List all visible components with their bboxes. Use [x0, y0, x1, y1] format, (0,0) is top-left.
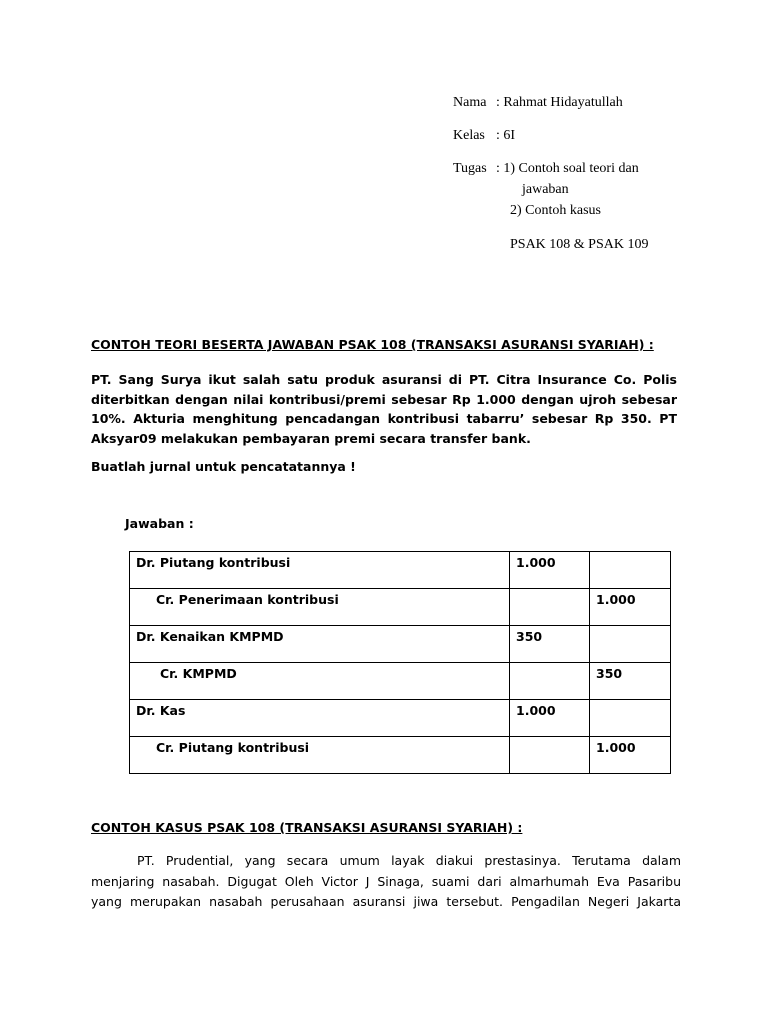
credit-cell: [590, 700, 671, 737]
debit-cell: 1.000: [510, 700, 590, 737]
debit-cell: [510, 737, 590, 774]
journal-table: [129, 551, 671, 774]
paragraph-line: PT. Prudential, yang secara umum layak diakui prestasinya. Terutama dalam: [137, 853, 681, 868]
section2-heading: CONTOH KASUS PSAK 108 (TRANSAKSI ASURANSI SYARIAH) :: [91, 820, 523, 835]
debit-cell: [510, 589, 590, 626]
table-row: [130, 626, 671, 663]
paragraph-line: PT. Sang Surya ikut salah satu produk asuransi di PT. Citra Insurance Co. Polis: [91, 372, 677, 387]
credit-cell: [590, 552, 671, 589]
nama-value: : Rahmat Hidayatullah: [496, 95, 623, 110]
debit-cell: 1.000: [510, 552, 590, 589]
table-row: [130, 663, 671, 700]
instruction-text: Buatlah jurnal untuk pencatatannya !: [91, 459, 356, 474]
account-cell: Cr. Piutang kontribusi: [130, 737, 510, 774]
table-row: [130, 700, 671, 737]
tugas-item-1: : 1) Contoh soal teori dan: [496, 161, 639, 176]
account-cell: Dr. Kenaikan KMPMD: [130, 626, 510, 663]
kelas-label: Kelas: [453, 128, 485, 143]
tugas-label: Tugas: [453, 161, 487, 176]
credit-cell: [590, 626, 671, 663]
paragraph-line: Aksyar09 melakukan pembayaran premi secara transfer bank.: [91, 430, 531, 446]
credit-cell: 1.000: [590, 737, 671, 774]
paragraph-line: menjaring nasabah. Digugat Oleh Victor J Sinaga, suami dari almarhumah Eva Pasaribu: [91, 873, 681, 889]
section2-paragraph: [91, 851, 681, 913]
account-cell: Dr. Piutang kontribusi: [130, 552, 510, 589]
debit-cell: [510, 663, 590, 700]
paragraph-line: 10%. Akturia menghitung pencadangan kontribusi tabarru’ sebesar Rp 350. PT: [91, 411, 677, 426]
debit-cell: 350: [510, 626, 590, 663]
table-row: [130, 552, 671, 589]
credit-cell: 350: [590, 663, 671, 700]
answer-label: Jawaban :: [125, 516, 194, 531]
tugas-item-2: 2) Contoh kasus: [510, 203, 601, 218]
table-row: [130, 737, 671, 774]
tugas-item-1-cont: jawaban: [522, 182, 569, 197]
nama-label: Nama: [453, 95, 487, 110]
table-row: [130, 589, 671, 626]
paragraph-line: yang merupakan nasabah perusahaan asuransi jiwa tersebut. Pengadilan Negeri Jakarta: [91, 894, 681, 909]
credit-cell: 1.000: [590, 589, 671, 626]
section1-paragraph: [91, 370, 677, 448]
account-cell: Cr. Penerimaan kontribusi: [130, 589, 510, 626]
kelas-value: : 6I: [496, 128, 516, 143]
account-cell: Cr. KMPMD: [130, 663, 510, 700]
account-cell: Dr. Kas: [130, 700, 510, 737]
paragraph-line: diterbitkan dengan nilai kontribusi/premi sebesar Rp 1.000 dengan ujroh sebesar: [91, 391, 677, 407]
section1-heading: CONTOH TEORI BESERTA JAWABAN PSAK 108 (TRANSAKSI ASURANSI SYARIAH) :: [91, 337, 654, 352]
psak-label: PSAK 108 & PSAK 109: [510, 237, 649, 252]
